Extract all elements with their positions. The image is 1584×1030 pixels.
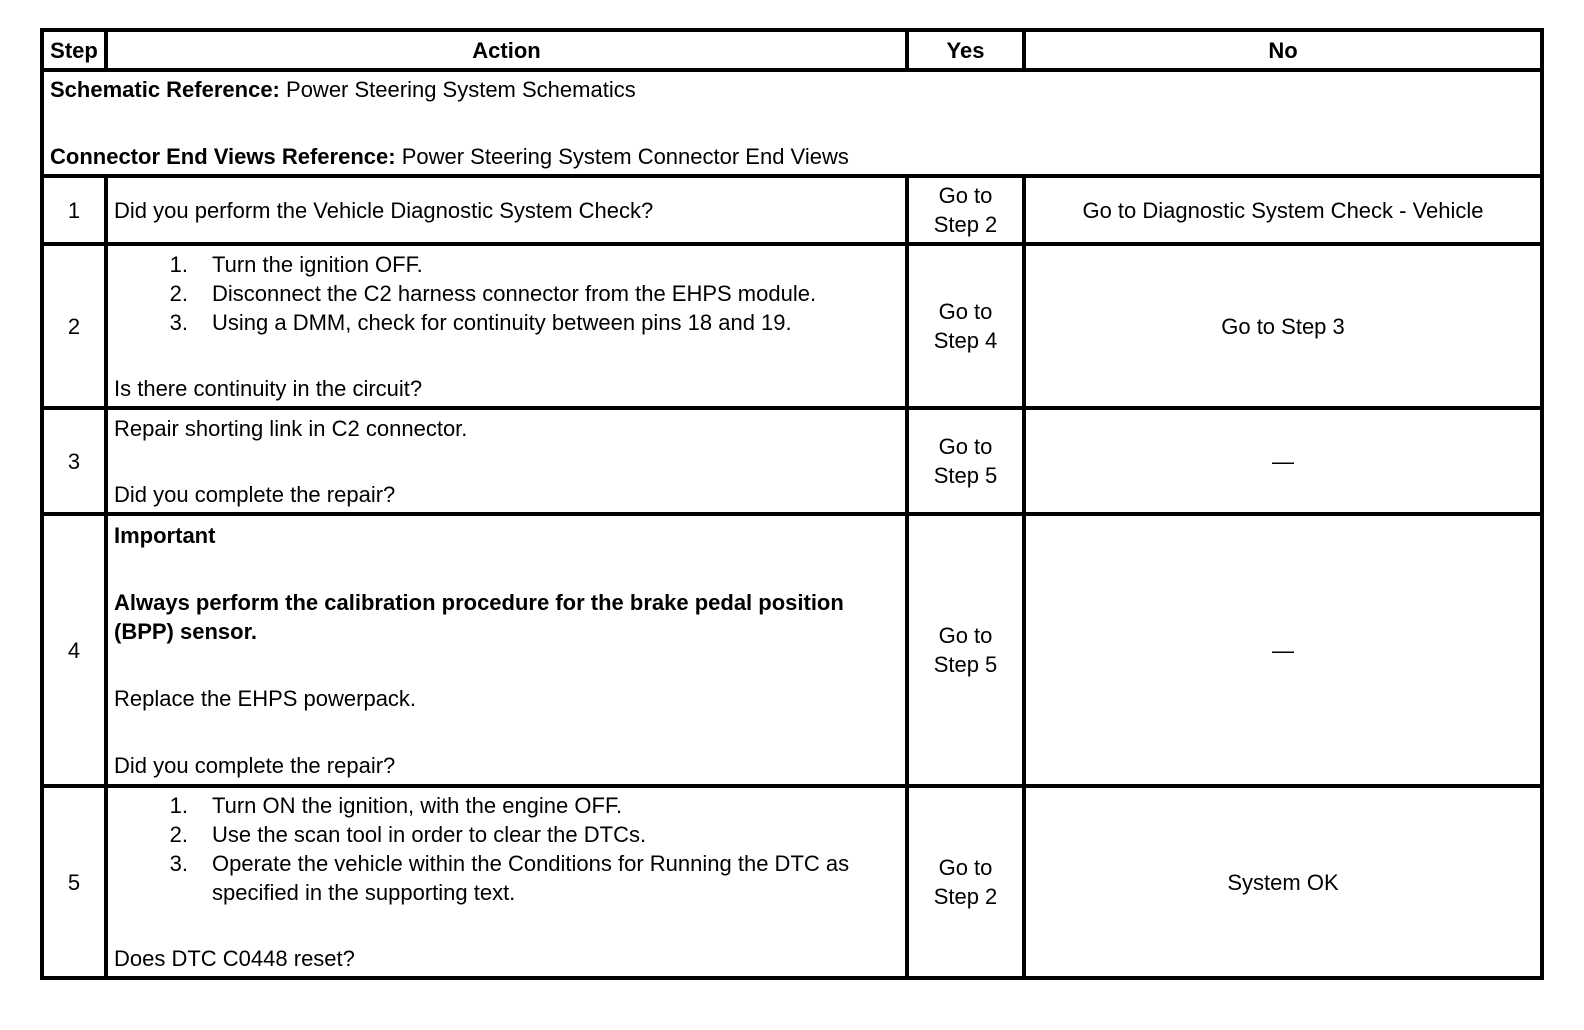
connector-reference-label: Connector End Views Reference:	[50, 144, 396, 169]
connector-reference-link[interactable]: Power Steering System Connector End Views	[401, 144, 849, 169]
table-row-step-3	[42, 408, 1542, 514]
header-row	[42, 30, 1542, 70]
yes-line-2: Step 5	[933, 463, 998, 488]
list-item: 2. Use the scan tool in order to clear the DTCs.	[169, 822, 647, 847]
reference-cell	[42, 70, 1542, 176]
header-step: Step	[42, 30, 106, 70]
no-cell: Go to Step 3	[1024, 244, 1542, 408]
step-number: 2	[42, 244, 106, 408]
no-cell: System OK	[1024, 786, 1542, 978]
list-item: 1. Turn the ignition OFF.	[169, 251, 423, 277]
yes-line-1: Go to	[938, 299, 993, 324]
yes-cell	[907, 786, 1024, 978]
important-text: Always perform the calibration procedure for the brake pedal position (BPP) sensor.	[114, 589, 844, 644]
list-item: 1. Turn ON the ignition, with the engine OFF.	[169, 793, 623, 818]
no-cell: —	[1024, 514, 1542, 786]
table-row-step-2	[42, 244, 1542, 408]
yes-cell	[907, 176, 1024, 244]
yes-line-1: Go to	[938, 434, 993, 459]
yes-cell	[907, 244, 1024, 408]
step-question: Did you complete the repair?	[114, 752, 396, 778]
no-cell: —	[1024, 408, 1542, 514]
step-instruction: Repair shorting link in C2 connector.	[114, 415, 468, 441]
list-item: 3. Using a DMM, check for continuity between pins 18 and 19.	[169, 309, 792, 335]
yes-line-1: Go to	[938, 183, 993, 208]
schematic-reference-label: Schematic Reference:	[50, 77, 280, 102]
yes-line-1: Go to	[938, 623, 993, 648]
yes-line-2: Step 5	[933, 652, 998, 677]
diagnostic-table	[40, 28, 1544, 980]
step-question: Is there continuity in the circuit?	[114, 375, 423, 401]
action-cell	[106, 408, 907, 514]
important-title: Important	[114, 522, 216, 548]
action-cell	[106, 786, 907, 978]
yes-line-1: Go to	[938, 855, 993, 880]
yes-line-2: Step 2	[933, 884, 998, 909]
connector-reference	[50, 142, 1534, 171]
step-instruction: Replace the EHPS powerpack.	[114, 685, 417, 711]
yes-cell	[907, 514, 1024, 786]
step-question: Does DTC C0448 reset?	[114, 946, 355, 971]
list-item: 3. Operate the vehicle within the Conditions for Running the DTC as specified in the supporting text.	[169, 851, 850, 905]
step-number: 1	[42, 176, 106, 244]
procedure-list	[114, 250, 899, 337]
table-row-step-5	[42, 786, 1542, 978]
list-item: 2. Disconnect the C2 harness connector from the EHPS module.	[169, 280, 817, 306]
action-cell	[106, 514, 907, 786]
header-action: Action	[106, 30, 907, 70]
schematic-reference-link[interactable]: Power Steering System Schematics	[286, 77, 636, 102]
procedure-list	[114, 791, 899, 907]
step-question: Did you perform the Vehicle Diagnostic System Check?	[114, 197, 654, 223]
action-cell	[106, 176, 907, 244]
step-number: 4	[42, 514, 106, 786]
yes-cell	[907, 408, 1024, 514]
step-number: 5	[42, 786, 106, 978]
header-yes: Yes	[907, 30, 1024, 70]
header-no: No	[1024, 30, 1542, 70]
reference-row	[42, 70, 1542, 176]
step-number: 3	[42, 408, 106, 514]
yes-line-2: Step 2	[933, 212, 998, 237]
table-row-step-4	[42, 514, 1542, 786]
no-cell: Go to Diagnostic System Check - Vehicle	[1024, 176, 1542, 244]
schematic-reference	[50, 75, 1534, 104]
step-question: Did you complete the repair?	[114, 481, 396, 507]
yes-line-2: Step 4	[933, 328, 998, 353]
table-row-step-1	[42, 176, 1542, 244]
action-cell	[106, 244, 907, 408]
